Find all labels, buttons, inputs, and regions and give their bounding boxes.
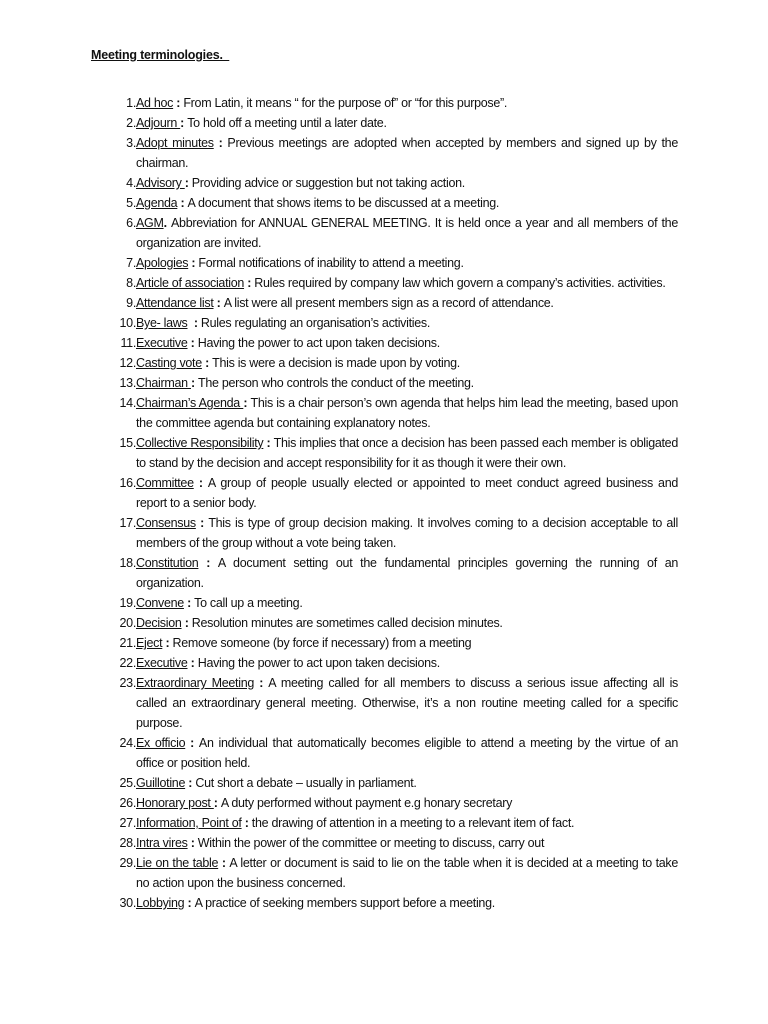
term-name: Constitution [136, 556, 199, 570]
term-entry [136, 173, 678, 193]
list-number [100, 253, 136, 273]
list-number-label: 15. [119, 436, 136, 450]
list-number-label: 28. [119, 836, 136, 850]
list-number-label: 23. [119, 676, 136, 690]
term-separator: : [187, 316, 201, 330]
term-definition: This implies that once a decision has been passed each member is obligated to stand by the decision and accept responsibility for it as though it were their own. [136, 436, 678, 470]
term-definition: Having the power to act upon taken decisions. [197, 336, 440, 350]
list-number [100, 593, 136, 613]
term-definition: the drawing of attention in a meeting to a relevant item of fact. [251, 816, 575, 830]
term-entry [136, 253, 678, 273]
list-item [100, 553, 678, 593]
term-separator: : [184, 176, 192, 190]
term-definition: Rules required by company law which govern a company’s activities. activities. [254, 276, 666, 290]
term-entry [136, 633, 678, 653]
term-separator: : [187, 836, 198, 850]
term-entry [136, 733, 678, 773]
term-entry [136, 393, 678, 433]
term-name: Lie on the table [136, 856, 219, 870]
term-entry [136, 833, 678, 853]
term-name: Advisory [136, 176, 185, 190]
term-name: Committee [136, 476, 194, 490]
term-definition: A list were all present members sign as a record of attendance. [223, 296, 554, 310]
term-separator: : [185, 736, 199, 750]
term-definition: Cut short a debate – usually in parliament. [195, 776, 417, 790]
list-number [100, 93, 136, 113]
list-item [100, 773, 678, 793]
list-number-label: 29. [119, 856, 136, 870]
list-item [100, 193, 678, 213]
list-item [100, 333, 678, 353]
list-item [100, 473, 678, 513]
term-name: Consensus [136, 516, 196, 530]
term-definition: Previous meetings are adopted when accepted by members and signed up by the chairman. [136, 136, 678, 170]
list-item [100, 853, 678, 893]
list-item [100, 213, 678, 253]
term-name: Collective Responsibility [136, 436, 264, 450]
term-definition: This is type of group decision making. It involves coming to a decision acceptable to all members of the group without a vote being taken. [136, 516, 678, 550]
term-entry [136, 273, 678, 293]
term-separator: : [213, 296, 224, 310]
term-definition: A group of people usually elected or appointed to meet conduct agreed business and report to a senior body. [136, 476, 678, 510]
list-number-label: 30. [119, 896, 136, 910]
term-definition: An individual that automatically becomes eligible to attend a meeting by the virtue of an office or position held. [136, 736, 678, 770]
list-number-label: 20. [119, 616, 136, 630]
term-separator: : [243, 396, 251, 410]
term-name: Lobbying [136, 896, 185, 910]
list-item [100, 133, 678, 173]
term-entry [136, 673, 678, 733]
term-entry [136, 333, 678, 353]
term-separator: : [181, 616, 192, 630]
list-item [100, 373, 678, 393]
term-separator: : [187, 336, 198, 350]
term-entry [136, 193, 678, 213]
list-number [100, 393, 136, 433]
list-item [100, 353, 678, 373]
term-separator: : [188, 256, 199, 270]
term-name: Convene [136, 596, 184, 610]
list-number [100, 293, 136, 313]
term-name: Chairman [136, 376, 191, 390]
term-entry [136, 653, 678, 673]
list-item [100, 433, 678, 473]
term-separator: : [190, 376, 199, 390]
list-number [100, 813, 136, 833]
term-name: AGM [136, 216, 164, 230]
term-entry [136, 353, 678, 373]
term-name: Ad hoc [136, 96, 174, 110]
term-entry [136, 473, 678, 513]
term-definition: The person who controls the conduct of the meeting. [198, 376, 474, 390]
term-entry [136, 213, 678, 253]
list-number-label: 27. [119, 816, 136, 830]
list-number-label: 12. [119, 356, 136, 370]
term-separator: : [195, 516, 209, 530]
list-number [100, 553, 136, 593]
list-number [100, 893, 136, 913]
list-item [100, 893, 678, 913]
term-name: Decision [136, 616, 182, 630]
list-number [100, 193, 136, 213]
list-number-label: 16. [119, 476, 136, 490]
list-number-label: 5. [126, 196, 136, 210]
list-item [100, 613, 678, 633]
term-separator: : [184, 896, 195, 910]
list-number [100, 653, 136, 673]
list-number-label: 8. [126, 276, 136, 290]
term-entry [136, 553, 678, 593]
term-entry [136, 433, 678, 473]
term-name: Executive [136, 336, 188, 350]
term-separator: : [187, 656, 198, 670]
term-separator: : [201, 356, 213, 370]
list-number-label: 9. [126, 296, 136, 310]
document-title: Meeting terminologies. [91, 48, 230, 62]
term-definition: Remove someone (by force if necessary) from a meeting [172, 636, 472, 650]
term-entry [136, 773, 678, 793]
list-number [100, 333, 136, 353]
term-definition: A letter or document is said to lie on the table when it is decided at a meeting to take no action upon the business concerned. [136, 856, 679, 890]
list-number [100, 673, 136, 733]
term-separator: : [185, 776, 196, 790]
list-number [100, 853, 136, 893]
term-separator: : [263, 436, 274, 450]
term-name: Extraordinary Meeting [136, 676, 255, 690]
term-name: Guillotine [136, 776, 186, 790]
term-definition: Within the power of the committee or meeting to discuss, carry out [197, 836, 545, 850]
list-number-label: 2. [126, 116, 136, 130]
term-entry [136, 613, 678, 633]
term-entry [136, 813, 678, 833]
list-number [100, 173, 136, 193]
list-number-label: 24. [119, 736, 136, 750]
term-definition: A document setting out the fundamental principles governing the running of an organization. [136, 556, 678, 590]
term-definition: Providing advice or suggestion but not taking action. [191, 176, 465, 190]
term-definition: A practice of seeking members support before a meeting. [194, 896, 495, 910]
term-name: Apologies [136, 256, 189, 270]
list-number [100, 733, 136, 773]
term-definition: Having the power to act upon taken decisions. [197, 656, 440, 670]
term-name: Honorary post [136, 796, 214, 810]
list-number [100, 133, 136, 173]
list-number [100, 353, 136, 373]
list-item [100, 113, 678, 133]
term-separator: : [213, 796, 221, 810]
term-separator: : [198, 556, 218, 570]
list-number [100, 773, 136, 793]
list-number [100, 613, 136, 633]
term-entry [136, 793, 678, 813]
list-number-label: 18. [119, 556, 136, 570]
term-entry [136, 133, 678, 173]
terminology-list [100, 93, 678, 913]
list-number [100, 473, 136, 513]
list-number [100, 433, 136, 473]
term-definition: A document that shows items to be discussed at a meeting. [187, 196, 500, 210]
term-entry [136, 513, 678, 553]
list-number-label: 14. [119, 396, 136, 410]
term-entry [136, 113, 678, 133]
term-name: Article of association [136, 276, 245, 290]
term-separator: : [213, 136, 228, 150]
term-separator: : [162, 636, 173, 650]
list-number [100, 273, 136, 293]
term-definition: To hold off a meeting until a later date. [187, 116, 387, 130]
list-item [100, 653, 678, 673]
list-number-label: 10. [119, 316, 136, 330]
term-name: Information, Point of [136, 816, 242, 830]
list-item [100, 593, 678, 613]
list-number-label: 1. [126, 96, 136, 110]
term-entry [136, 853, 678, 893]
list-number [100, 373, 136, 393]
term-entry [136, 293, 678, 313]
term-name: Casting vote [136, 356, 202, 370]
term-name: Ex officio [136, 736, 186, 750]
list-number-label: 13. [119, 376, 136, 390]
term-name: Adopt minutes [136, 136, 214, 150]
term-name: Agenda [136, 196, 178, 210]
term-name: Attendance list [136, 296, 214, 310]
term-definition: Rules regulating an organisation’s activities. [200, 316, 431, 330]
term-definition: Resolution minutes are sometimes called decision minutes. [191, 616, 503, 630]
list-number-label: 17. [119, 516, 136, 530]
term-entry [136, 893, 678, 913]
term-definition: A duty performed without payment e.g honary secretary [220, 796, 513, 810]
term-definition: A meeting called for all members to discuss a serious issue affecting all is called an extraordinary general meeting. Otherwise, it’s a non routine meeting called for a specific purpose. [136, 676, 678, 730]
term-definition: This is a chair person’s own agenda that helps him lead the meeting, based upon the committee agenda but containing explanatory notes. [136, 396, 678, 430]
term-name: Bye- laws [136, 316, 188, 330]
term-entry [136, 593, 678, 613]
list-number [100, 833, 136, 853]
list-item [100, 673, 678, 733]
list-number [100, 313, 136, 333]
term-separator: . [163, 216, 171, 230]
list-number-label: 11. [120, 336, 136, 350]
list-number [100, 633, 136, 653]
list-item [100, 273, 678, 293]
term-separator: : [183, 596, 195, 610]
list-item [100, 793, 678, 813]
list-number [100, 213, 136, 253]
list-item [100, 393, 678, 433]
list-item [100, 253, 678, 273]
list-item [100, 173, 678, 193]
list-number-label: 4. [126, 176, 136, 190]
term-definition: Abbreviation for ANNUAL GENERAL MEETING. It is held once a year and all members of the organization are invited. [136, 216, 678, 250]
term-definition: From Latin, it means “ for the purpose of” or “for this purpose”. [183, 96, 508, 110]
list-number [100, 513, 136, 553]
list-item [100, 633, 678, 653]
list-item [100, 313, 678, 333]
list-number [100, 113, 136, 133]
list-item [100, 813, 678, 833]
list-item [100, 513, 678, 553]
list-number-label: 19. [119, 596, 136, 610]
list-item [100, 833, 678, 853]
term-name: Adjourn [136, 116, 181, 130]
term-separator: : [177, 196, 188, 210]
term-definition: This is were a decision is made upon by voting. [212, 356, 460, 370]
term-entry [136, 313, 678, 333]
term-separator: : [193, 476, 208, 490]
list-number-label: 25. [119, 776, 136, 790]
term-name: Intra vires [136, 836, 188, 850]
term-definition: Formal notifications of inability to attend a meeting. [198, 256, 464, 270]
list-number-label: 6. [126, 216, 136, 230]
term-name: Chairman’s Agenda [136, 396, 244, 410]
term-separator: : [173, 96, 184, 110]
list-number-label: 3. [126, 136, 136, 150]
list-number-label: 7. [126, 256, 136, 270]
term-separator: : [241, 816, 252, 830]
term-separator: : [244, 276, 255, 290]
list-item [100, 93, 678, 113]
list-item [100, 733, 678, 773]
term-separator: : [254, 676, 269, 690]
term-entry [136, 93, 678, 113]
term-entry [136, 373, 678, 393]
list-number [100, 793, 136, 813]
term-separator: : [218, 856, 230, 870]
term-separator: : [180, 116, 188, 130]
list-number-label: 21. [119, 636, 136, 650]
list-number-label: 22. [119, 656, 136, 670]
term-name: Eject [136, 636, 163, 650]
list-number-label: 26. [119, 796, 136, 810]
term-name: Executive [136, 656, 188, 670]
term-definition: To call up a meeting. [194, 596, 303, 610]
list-item [100, 293, 678, 313]
